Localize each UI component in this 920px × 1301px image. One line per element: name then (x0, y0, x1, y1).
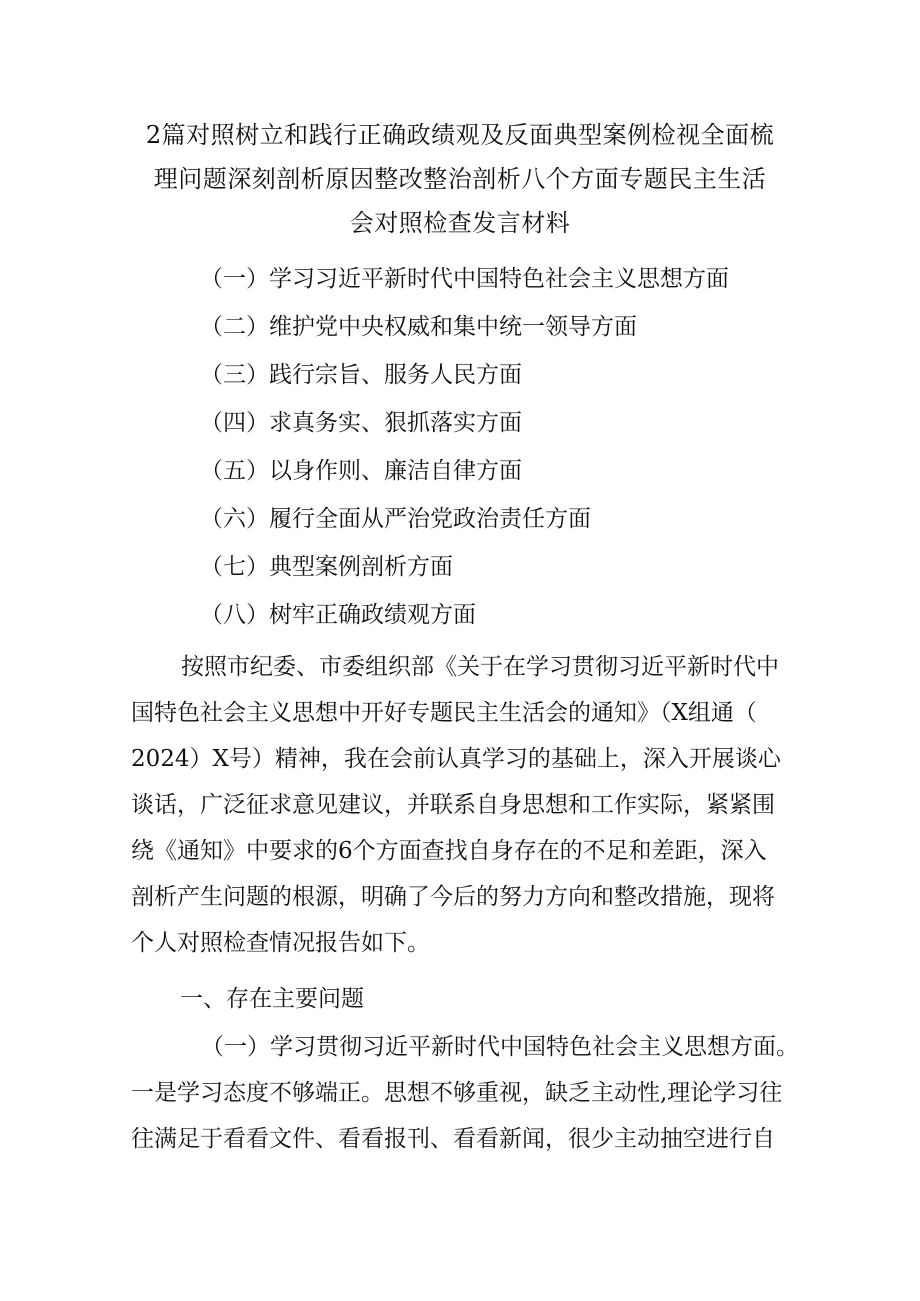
title-line-3: 会对照检查发言材料 (349, 209, 571, 237)
outline-item-1: （一）学习习近平新时代中国特色社会主义思想方面 (200, 266, 729, 292)
outline-item-8: （八）树牢正确政绩观方面 (200, 602, 476, 628)
section-line-2: 一是学习态度不够端正。思想不够重视，缺乏主动性,理论学习往 (131, 1080, 783, 1106)
outline-list (200, 255, 840, 639)
section-heading: 一、存在主要问题 (180, 986, 364, 1012)
outline-item-3: （三）践行宗旨、服务人民方面 (200, 362, 522, 388)
intro-line-3: 2024）X号）精神，我在会前认真学习的基础上，深入开展谈心 (131, 746, 781, 772)
outline-item-5: （五）以身作则、廉洁自律方面 (200, 458, 522, 484)
intro-line-6: 剖析产生问题的根源，明确了今后的努力方向和整改措施，现将 (131, 884, 775, 910)
intro-line-2: 国特色社会主义思想中开好专题民主生活会的通知》（X组通（ (131, 700, 757, 726)
section-line-1: （一）学习贯彻习近平新时代中国特色社会主义思想方面。 (201, 1034, 799, 1060)
intro-line-1: 按照市纪委、市委组织部《关于在学习贯彻习近平新时代中 (181, 654, 779, 680)
section-line-3: 往满足于看看文件、看看报刊、看看新闻，很少主动抽空进行自 (131, 1126, 775, 1152)
outline-item-2: （二）维护党中央权威和集中统一领导方面 (200, 314, 637, 340)
section-paragraph (131, 1024, 811, 1162)
outline-item-6: （六）履行全面从严治党政治责任方面 (200, 506, 591, 532)
title-line-2: 理问题深刻剖析原因整改整治剖析八个方面专题民主生活 (153, 165, 767, 193)
intro-line-7: 个人对照检查情况报告如下。 (131, 930, 430, 956)
document-title (130, 113, 790, 245)
intro-line-4: 谈话，广泛征求意见建议，并联系自身思想和工作实际，紧紧围 (131, 792, 775, 818)
intro-line-5: 绕《通知》中要求的6个方面查找自身存在的不足和差距，深入 (131, 838, 767, 864)
intro-paragraph (131, 644, 803, 966)
title-line-1: 2篇对照树立和践行正确政绩观及反面典型案例检视全面梳 (145, 121, 775, 149)
outline-item-4: （四）求真务实、狠抓落实方面 (200, 410, 522, 436)
outline-item-7: （七）典型案例剖析方面 (200, 554, 453, 580)
